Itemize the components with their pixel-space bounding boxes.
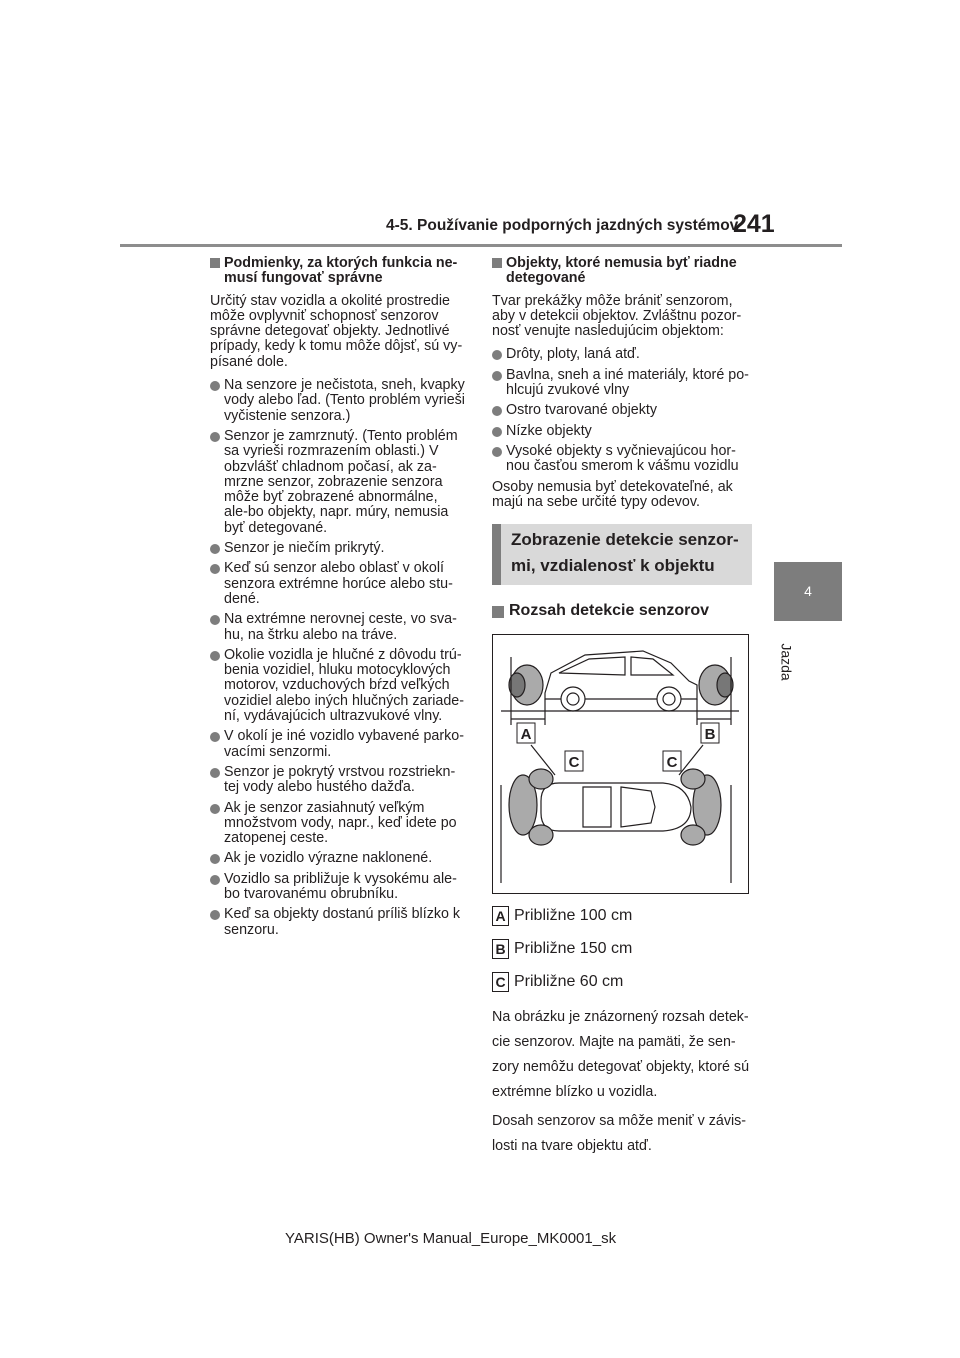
circle-bullet-icon [210, 875, 220, 885]
list-item [210, 851, 465, 866]
left-column [210, 256, 465, 943]
page-number: 241 [733, 210, 775, 238]
range-note: Na obrázku je znázornený rozsah detek-cie senzorov. Majte na pamäti, že sen-zory nemôžu detegovať objekty, ktoré sú extrémne blízko u vozidla. [492, 1009, 750, 1101]
list-item-text: Okolie vozidla je hlučné z dôvodu trú-benia vozidiel, hluku motocyklových motorov, vzduchových bŕzd veľkých vozidiel alebo iných hlučných zariade-ní, vydávajúcich ultrazvukové vlny. [224, 646, 465, 725]
list-item [210, 648, 465, 724]
list-item-text: Bavlna, sneh a iné materiály, ktoré po-hlcujú zvukové vlny [506, 366, 749, 399]
list-item-text: Nízke objekty [506, 422, 592, 439]
conditions-intro: Určitý stav vozidla a okolité prostredie môže ovplyvniť schopnosť senzorov správne detegovať objekty. Jednotlivé prípady, kedy k tomu môže dôjsť, sú vy-písané dole. [210, 292, 463, 370]
circle-bullet-icon [492, 350, 502, 360]
list-item-text: Ostro tvarované objekty [506, 402, 657, 419]
list-item [210, 801, 465, 847]
square-bullet-icon [492, 606, 504, 618]
figure-label-b: B [704, 726, 716, 744]
car-side-view [545, 651, 697, 711]
legend-text: Približne 100 cm [514, 907, 633, 925]
list-item [492, 403, 752, 418]
chapter-tab: 4 [774, 562, 842, 621]
list-item-text: Senzor je zamrznutý. (Tento problém sa vyrieši rozmrazením oblasti.) V obzvlášť chladnom počasí, ak za-mrzne senzor, zobrazenie senzora môže byť zobrazené abnormálne, ale-bo objekty, napr. múry, nemusia byť detegované. [224, 427, 458, 536]
list-item-text: Ak je senzor zasiahnutý veľkým množstvom vody, napr., keď idete po zatopenej ceste. [224, 799, 457, 847]
figure-label-c: C [666, 754, 678, 772]
circle-bullet-icon [210, 768, 220, 778]
list-item [210, 872, 465, 903]
circle-bullet-icon [210, 432, 220, 442]
legend-row [492, 939, 752, 959]
legend-text: Približne 150 cm [514, 940, 633, 958]
legend-row [492, 906, 752, 926]
conditions-heading [210, 256, 465, 287]
list-item [210, 612, 465, 643]
detection-range-figure [492, 634, 749, 894]
legend-key: A [492, 906, 509, 926]
objects-intro: Tvar prekážky môže brániť senzorom, aby v detekcii objektov. Zvláštnu pozor-nosť venujte nasledujúcim objektom: [492, 292, 742, 340]
range-heading [492, 603, 752, 618]
section-title: 4-5. Používanie podporných jazdných systémov [386, 217, 739, 234]
car-top-view [541, 783, 691, 831]
circle-bullet-icon [210, 544, 220, 554]
circle-bullet-icon [492, 447, 502, 457]
range-note: Dosah senzorov sa môže meniť v závis-losti na tvare objektu atď. [492, 1113, 747, 1155]
square-bullet-icon [210, 258, 220, 268]
circle-bullet-icon [210, 381, 220, 391]
circle-bullet-icon [210, 804, 220, 814]
figure-label-a: A [520, 726, 532, 744]
header-rule [120, 244, 842, 247]
list-item-text: Drôty, ploty, laná atď. [506, 346, 640, 363]
list-item-text: Keď sú senzor alebo oblasť v okolí senzora extrémne horúce alebo stu-dené. [224, 560, 453, 607]
legend-row [492, 972, 752, 992]
list-item-text: Na extrémne nerovnej ceste, vo sva-hu, na štrku alebo na tráve. [224, 611, 457, 643]
list-item-text: Senzor je niečím prikrytý. [224, 540, 385, 557]
circle-bullet-icon [492, 371, 502, 381]
section-heading-line1: Zobrazenie detekcie senzor- [511, 530, 739, 550]
circle-bullet-icon [210, 854, 220, 864]
list-item [492, 444, 752, 475]
circle-bullet-icon [210, 732, 220, 742]
conditions-heading-text: Podmienky, za ktorých funkcia ne-musí fungovať správne [224, 255, 458, 287]
list-item-text: Keď sa objekty dostanú príliš blízko k senzoru. [224, 906, 461, 938]
legend-key: B [492, 939, 509, 959]
list-item [492, 424, 752, 439]
square-bullet-icon [492, 258, 502, 268]
legend-text: Približne 60 cm [514, 973, 624, 991]
list-item [492, 347, 752, 362]
list-item-text: Vysoké objekty s vyčnievajúcou hor-nou časťou smerom k vášmu vozidlu [506, 442, 739, 475]
footer-text: YARIS(HB) Owner's Manual_Europe_MK0001_sk [285, 1230, 617, 1247]
circle-bullet-icon [210, 910, 220, 920]
list-item [210, 765, 465, 796]
list-item [210, 429, 465, 536]
right-column [492, 256, 752, 1163]
list-item [210, 561, 465, 607]
list-item-text: Senzor je pokrytý vrstvou rozstriekn-tej vody alebo hustého dažďa. [224, 763, 456, 796]
objects-outro: Osoby nemusia byť detekovateľné, ak majú na sebe určité typy odevov. [492, 478, 733, 510]
list-item [210, 378, 465, 424]
list-item [210, 541, 465, 556]
figure-label-c: C [568, 754, 580, 772]
section-heading-line2: mi, vzdialenosť k objektu [511, 556, 715, 576]
list-item [210, 729, 465, 760]
range-heading-text: Rozsah detekcie senzorov [509, 602, 710, 620]
circle-bullet-icon [210, 651, 220, 661]
circle-bullet-icon [492, 427, 502, 437]
list-item-text: Ak je vozidlo výrazne naklonené. [224, 850, 433, 867]
objects-heading-text: Objekty, ktoré nemusia byť riadne detegované [506, 255, 737, 287]
list-item [492, 368, 752, 399]
detection-range-illustration [493, 635, 748, 893]
circle-bullet-icon [210, 564, 220, 574]
list-item-text: V okolí je iné vozidlo vybavené parko-vacími senzormi. [224, 728, 465, 760]
objects-heading [492, 256, 752, 287]
section-heading-box [492, 524, 752, 585]
chapter-label [776, 632, 816, 692]
chapter-label-text: Jazda [778, 643, 795, 681]
circle-bullet-icon [492, 406, 502, 416]
legend-key: C [492, 972, 509, 992]
list-item-text: Na senzore je nečistota, sneh, kvapky vody alebo ľad. (Tento problém vyrieši vyčistenie senzora.) [224, 377, 465, 424]
list-item-text: Vozidlo sa približuje k vysokému ale-bo tvarovanému obrubníku. [224, 870, 457, 902]
circle-bullet-icon [210, 615, 220, 625]
list-item [210, 907, 465, 938]
